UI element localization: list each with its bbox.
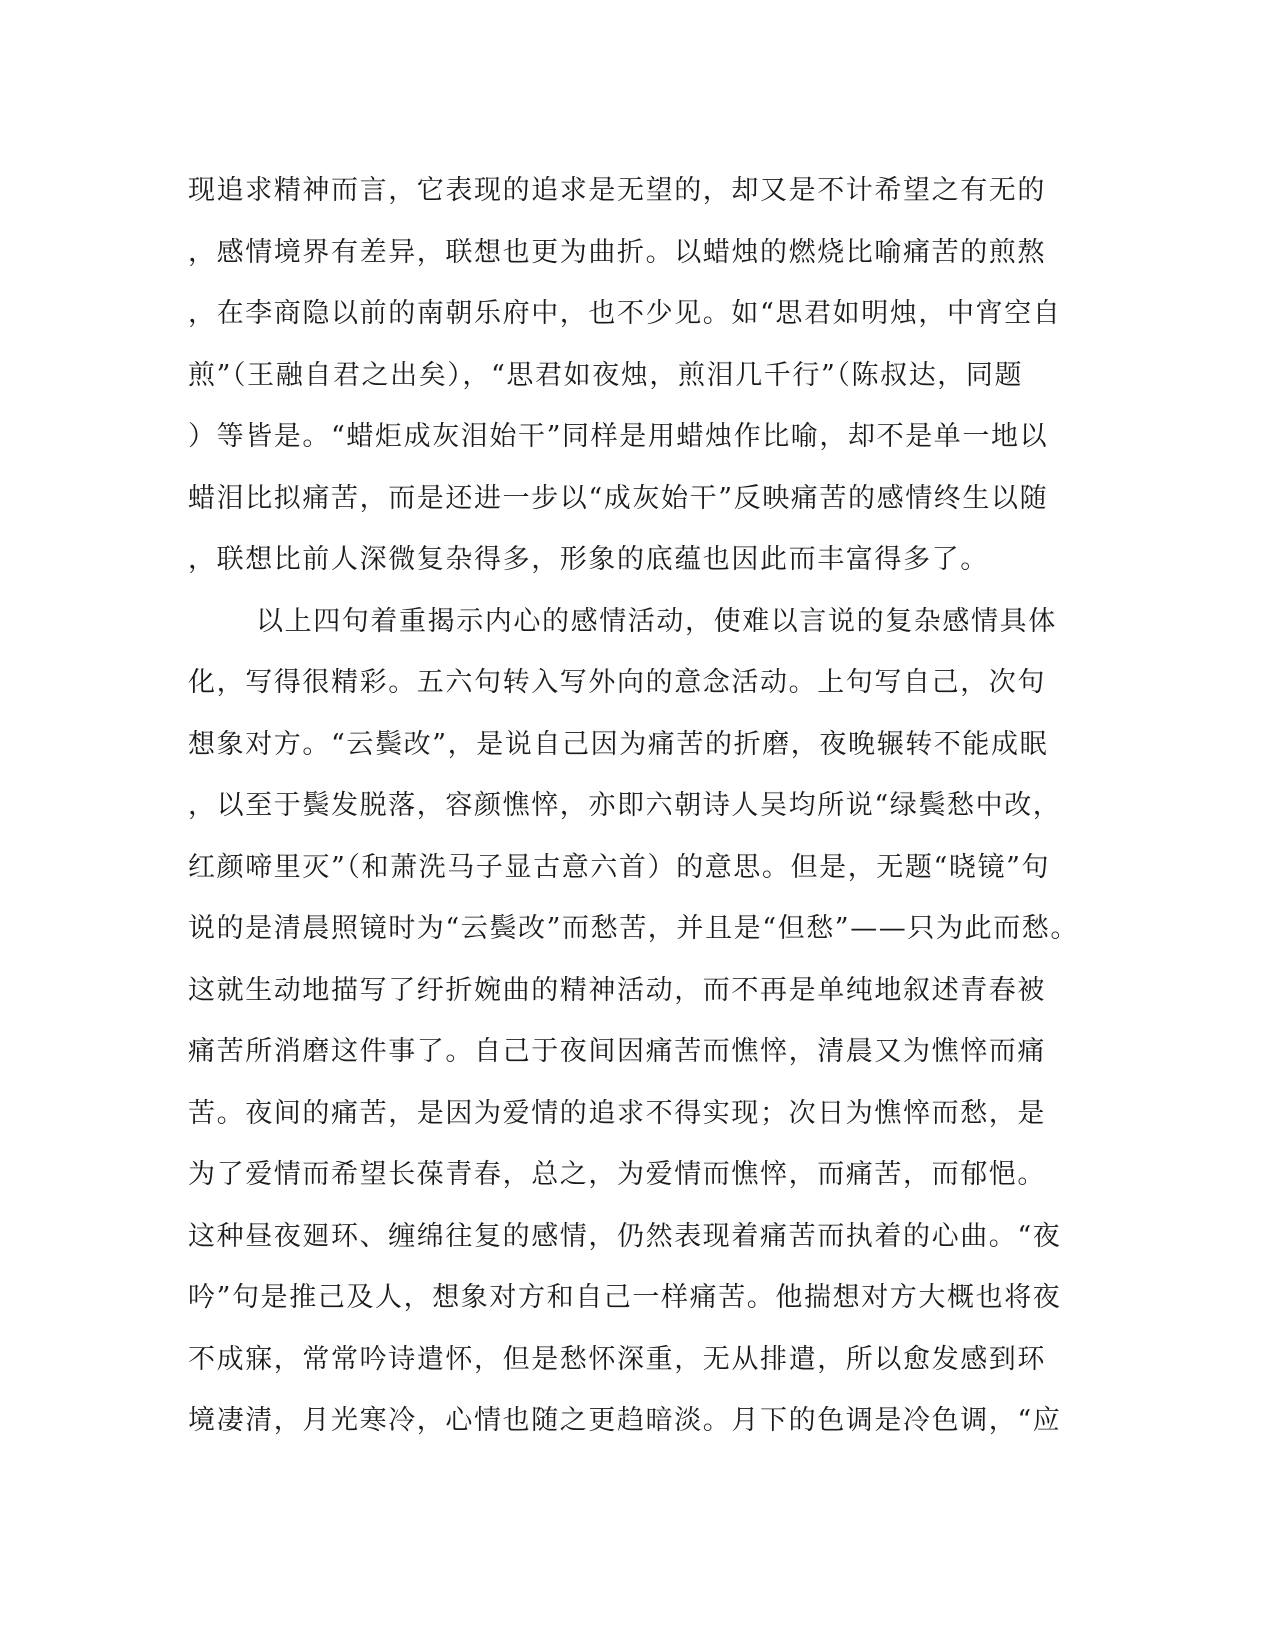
text-line: 痛苦所消磨这件事了。自己于夜间因痛苦而憔悴，清晨又为憔悴而痛 (188, 1036, 1046, 1067)
text-line: 红颜啼里灭”（和萧洗马子显古意六首）的意思。但是，无题“晓镜”句 (188, 851, 1051, 883)
text-line: 这种昼夜廻环、缠绵往复的感情，仍然表现着痛苦而执着的心曲。“夜 (188, 1220, 1062, 1252)
text-line: 吟”句是推己及人，想象对方和自己一样痛苦。他揣想对方大概也将夜 (188, 1282, 1062, 1313)
text-line: 境凄清，月光寒冷，心情也随之更趋暗淡。月下的色调是冷色调，“应 (188, 1405, 1062, 1436)
text-line: 不成寐，常常吟诗遣怀，但是愁怀深重，无从排遣，所以愈发感到环 (188, 1343, 1046, 1375)
text-line: 想象对方。“云鬓改”，是说自己因为痛苦的折磨，夜晚辗转不能成眠 (188, 728, 1049, 760)
text-line: 苦。夜间的痛苦，是因为爱情的追求不得实现；次日为憔悴而愁，是 (188, 1097, 1046, 1129)
text-line: 说的是清晨照镜时为“云鬓改”而愁苦，并且是“但愁”——只为此而愁。 (188, 913, 1080, 944)
text-line: ，以至于鬓发脱落，容颜憔悴，亦即六朝诗人吴均所说“绿鬓愁中改， (188, 790, 1062, 821)
text-line: ，在李商隐以前的南朝乐府中，也不少见。如“思君如明烛，中宵空自 (188, 298, 1062, 329)
body-text (188, 160, 1080, 1452)
text-line: 蜡泪比拟痛苦，而是还进一步以“成灰始干”反映痛苦的感情终生以随 (188, 482, 1049, 514)
text-line: ）等皆是。“蜡炬成灰泪始干”同样是用蜡烛作比喻，却不是单一地以 (188, 421, 1049, 452)
text-line: ，感情境界有差异，联想也更为曲折。以蜡烛的燃烧比喻痛苦的煎熬 (188, 236, 1046, 268)
paragraph-first-line: 以上四句着重揭示内心的感情活动，使难以言说的复杂感情具体 (256, 605, 1057, 637)
text-line: 煎”（王融自君之出矣），“思君如夜烛，煎泪几千行”（陈叔达，同题 (188, 359, 1024, 391)
text-line: 化，写得很精彩。五六句转入写外向的意念活动。上句写自己，次句 (188, 667, 1046, 698)
text-line: 这就生动地描写了纡折婉曲的精神活动，而不再是单纯地叙述青春被 (188, 974, 1046, 1006)
text-line: 为了爱情而希望长葆青春，总之，为爱情而憔悴，而痛苦，而郁悒。 (188, 1159, 1046, 1190)
text-line: ，联想比前人深微复杂得多，形象的底蕴也因此而丰富得多了。 (188, 544, 989, 575)
text-line: 现追求精神而言，它表现的追求是无望的，却又是不计希望之有无的 (188, 175, 1046, 206)
